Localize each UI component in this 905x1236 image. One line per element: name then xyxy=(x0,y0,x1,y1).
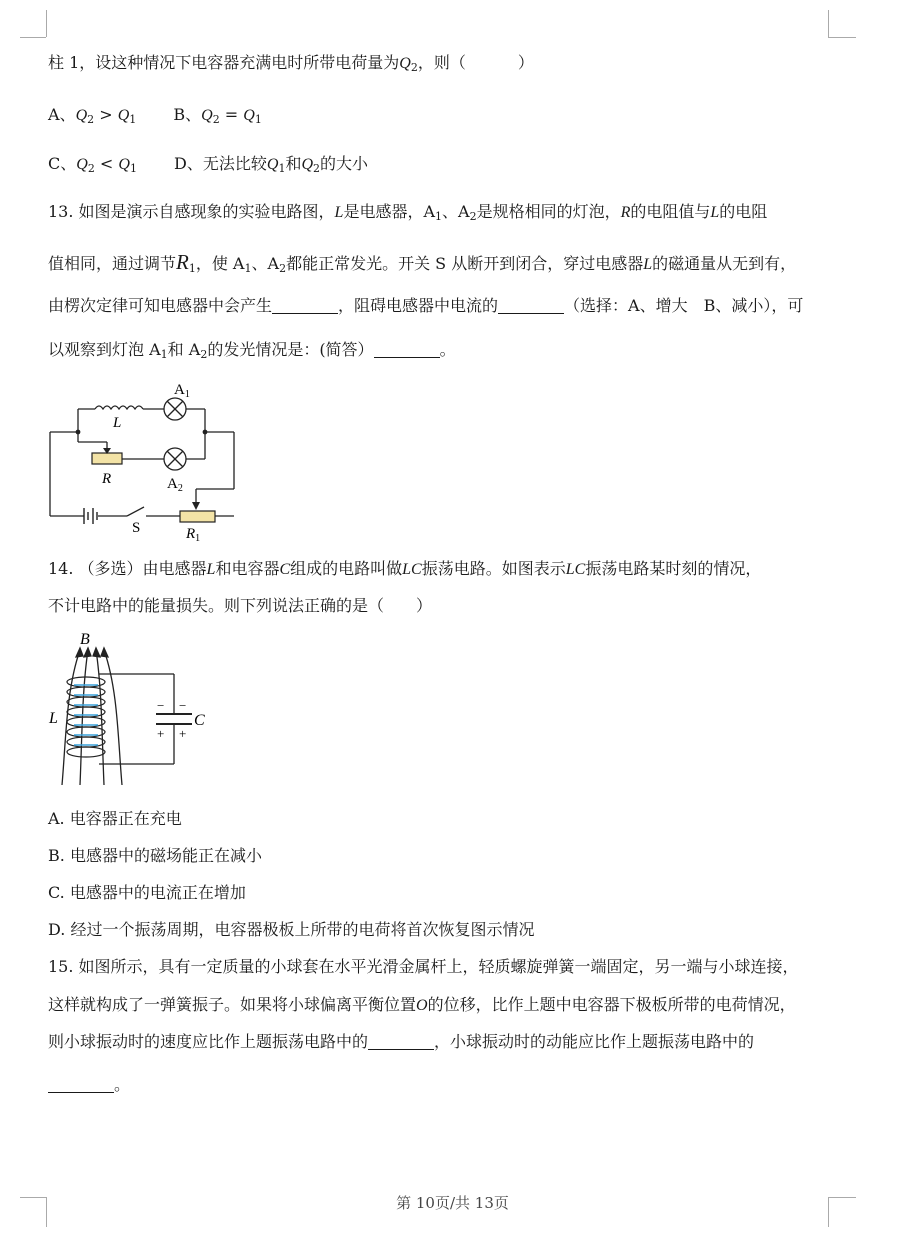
q13-blank-1[interactable] xyxy=(272,297,338,314)
q12-options-cd xyxy=(48,153,368,180)
q14-line-2: 不计电路中的能量损失。则下列说法正确的是（ ） xyxy=(48,596,433,615)
label-b: B xyxy=(80,631,90,648)
label-r: R xyxy=(102,471,112,487)
crop-mark-top-right xyxy=(828,10,829,37)
q13-blank-3[interactable] xyxy=(374,341,440,358)
crop-mark-top-left xyxy=(46,10,47,37)
minus-sign-right: − xyxy=(179,698,187,713)
q15-line-1: 15. 如图所示，具有一定质量的小球套在水平光滑金属杆上，轻质螺旋弹簧一端固定，另一端与小球连接， xyxy=(48,957,799,976)
page-footer: 第 10页/共 13页 xyxy=(396,1194,509,1212)
q15-blank-1[interactable] xyxy=(368,1033,434,1050)
q13-blank-2[interactable] xyxy=(498,297,564,314)
q13-line-3: 由楞次定律可知电感器中会产生 ，阻碍电感器中电流的 （选择：A、增大 B、减小），可 xyxy=(48,296,804,315)
q12-option-b: B、$Q_2 = Q_1$ xyxy=(173,105,262,126)
q12-option-c: C、$Q_2 < Q_1$ xyxy=(48,154,137,175)
label-r1: $R_1$ xyxy=(186,526,201,544)
q14-option-c[interactable]: C. 电感器中的电流正在增加 xyxy=(48,883,246,902)
q14-option-d[interactable]: D. 经过一个振荡周期，电容器极板上所带的电荷将首次恢复图示情况 xyxy=(48,920,535,939)
label-s: S xyxy=(132,520,141,536)
q13-line-4: 以观察到灯泡 $A_1$和 $A_2$的发光情况是：(简答） 。 xyxy=(48,340,456,361)
q15-line-4: 。 xyxy=(48,1074,130,1096)
q13-line-2: 值相同，通过调节$R_1$，使 $A_1$、$A_2$都能正常发光。开关 S 从断开到闭合，穿过电感器L的磁通量从无到有， xyxy=(48,250,797,275)
q14-option-b[interactable]: B. 电感器中的磁场能正在减小 xyxy=(48,846,262,865)
label-a2: $A_2$ xyxy=(167,476,183,494)
q12-option-d: D、无法比较$Q_1$和$Q_2$的大小 xyxy=(174,154,369,175)
plus-sign-left: + xyxy=(157,726,165,741)
q12-options-ab xyxy=(48,104,262,131)
plus-sign-right: + xyxy=(179,726,187,741)
label-c: C xyxy=(194,712,205,729)
q15-line-2: 这样就构成了一弹簧振子。如果将小球偏离平衡位置O的位移，比作上题中电容器下极板所带的电荷情况， xyxy=(48,995,796,1014)
crop-mark-top-right-h xyxy=(828,37,856,38)
minus-sign-left: − xyxy=(157,698,165,713)
q12-continuation: 柱 1，设这种情况下电容器充满电时所带电荷量为$Q_2$，则（ ） xyxy=(48,53,534,74)
q13-circuit-diagram xyxy=(40,376,250,546)
q14-lc-circuit-diagram xyxy=(44,630,219,790)
q13-line-1: 13. 如图是演示自感现象的实验电路图，L是电感器，$A_1$、$A_2$是规格相同的灯泡，R的电阻值与L的电阻 xyxy=(48,202,768,223)
q14-line-1: 14. （多选）由电感器L和电容器C组成的电路叫做LC振荡电路。如图表示LC振荡电路某时刻的情况， xyxy=(48,559,762,578)
q15-blank-2[interactable] xyxy=(48,1076,114,1093)
label-a1: $A_1$ xyxy=(174,382,190,400)
label-l: L xyxy=(49,710,58,727)
q14-option-a[interactable]: A. 电容器正在充电 xyxy=(48,809,182,828)
label-l: L xyxy=(113,415,122,431)
crop-mark-top-left-h xyxy=(20,37,46,38)
q15-line-3: 则小球振动时的速度应比作上题振荡电路中的 ，小球振动时的动能应比作上题振荡电路中的 xyxy=(48,1032,755,1051)
q12-option-a: A、$Q_2 > Q_1$ xyxy=(48,105,137,126)
